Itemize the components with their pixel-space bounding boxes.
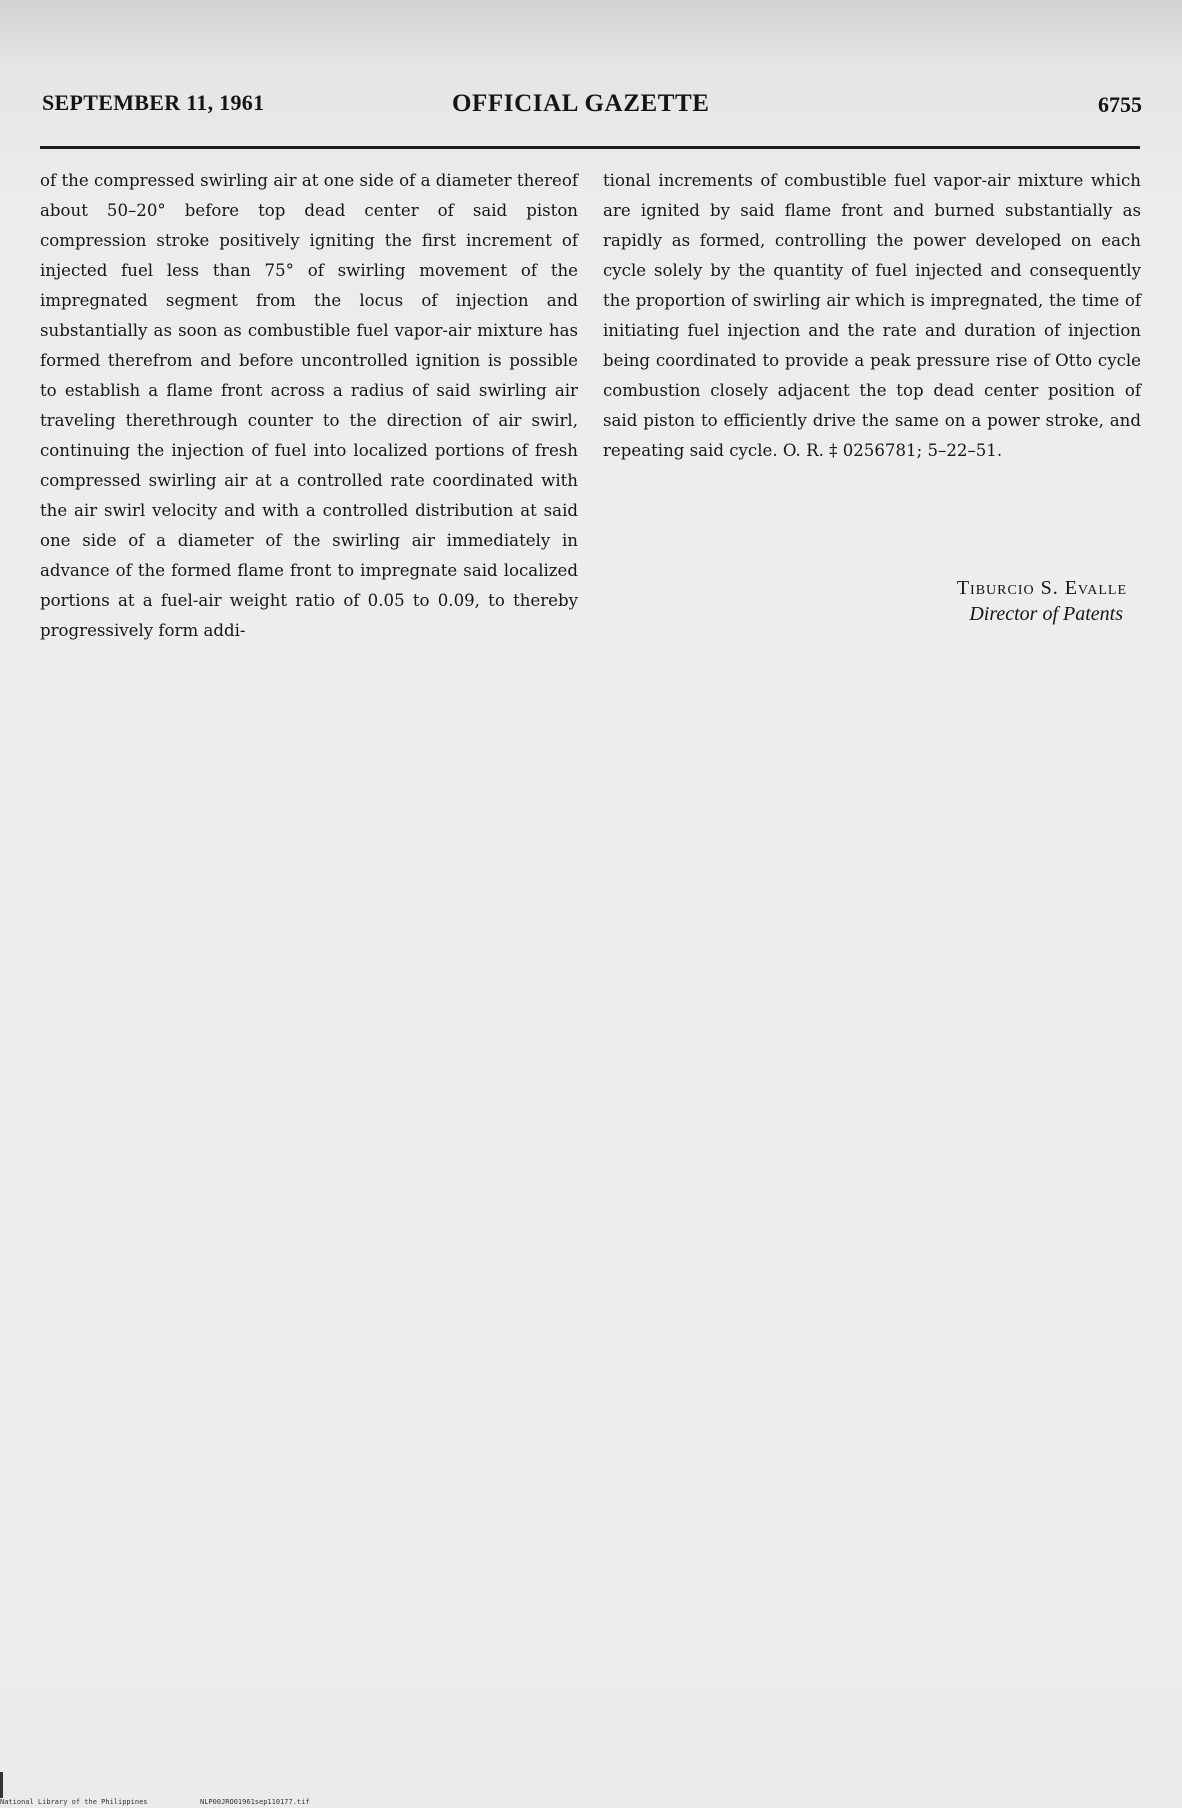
header-rule (40, 146, 1140, 149)
signature-title: Director of Patents (969, 603, 1123, 625)
footer-library: National Library of the Philippines (0, 1798, 148, 1806)
header-page-number: 6755 (1098, 92, 1142, 117)
scan-edge-mark (0, 1772, 3, 1798)
signature-block (603, 575, 1127, 627)
signature-name: Tiburcio S. Evalle (956, 577, 1127, 599)
header-date: SEPTEMBER 11, 1961 (42, 90, 265, 115)
header-title: OFFICIAL GAZETTE (452, 90, 710, 117)
text-column-right: tional increments of combustible fuel vapor-air mixture which are ignited by said flame front and burned substantially as rapidly as formed, controlling the power developed on each cycle solely by the quantity of fuel injected and consequently the proportion of swirling air which is impregnated, the time of initiating fuel injection and the rate and duration of injection being coordinated to provide a peak pressure rise of Otto cycle combustion closely adjacent the top dead center position of said piston to efficiently drive the same on a power stroke, and repeating said cycle. O. R. ‡ 0256781; 5–22–51. (603, 171, 1141, 460)
footer-filename: NLP00JRO01961sep110177.tif (200, 1798, 310, 1806)
page-header (42, 90, 1142, 130)
text-column-left: of the compressed swirling air at one side of a diameter thereof about 50–20° before top dead center of said piston compression stroke positively igniting the first increment of injected fuel less than 75° of swirling movement of the impregnated segment from the locus of injection and substantially as soon as combustible fuel vapor-air mixture has formed therefrom and before uncontrolled ignition is possible to establish a flame front across a radius of said swirling air traveling therethrough counter to the direction of air swirl, continuing the injection of fuel into localized portions of fresh compressed swirling air at a controlled rate coordinated with the air swirl velocity and with a controlled distribution at said one side of a diameter of the swirling air immediately in advance of the formed flame front to impregnate said localized portions at a fuel-air weight ratio of 0.05 to 0.09, to thereby progressively form addi- (40, 171, 578, 640)
